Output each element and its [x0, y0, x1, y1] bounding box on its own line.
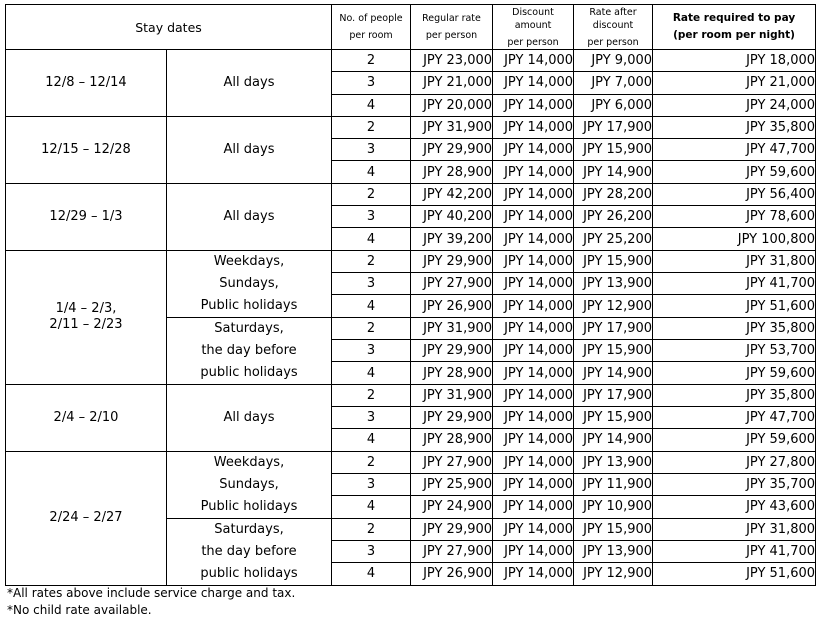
people-count-cell: 2: [332, 384, 411, 406]
footnote-child: *No child rate available.: [7, 603, 152, 617]
rate-after-discount-cell: JPY 13,900: [574, 451, 653, 473]
day-type-line: Public holidays: [200, 498, 298, 514]
regular-rate-cell: JPY 27,900: [411, 451, 493, 473]
regular-rate-cell: JPY 27,900: [411, 540, 493, 562]
day-type-line: public holidays: [200, 565, 298, 581]
day-type: [167, 50, 332, 117]
people-count-cell: 2: [332, 183, 411, 205]
header-rate-required: [653, 5, 816, 50]
rate-required-cell: JPY 35,800: [653, 116, 816, 138]
rate-after-discount-cell: JPY 12,900: [574, 563, 653, 585]
regular-rate-cell: JPY 29,900: [411, 340, 493, 362]
stay-date-line: 12/8 – 12/14: [45, 74, 127, 90]
rate-required-cell: JPY 47,700: [653, 406, 816, 428]
rate-after-discount-cell: JPY 14,900: [574, 429, 653, 451]
table-row: [6, 183, 816, 205]
rate-required-cell: JPY 35,800: [653, 384, 816, 406]
discount-amount-cell: JPY 14,000: [493, 518, 574, 540]
people-count-cell: 4: [332, 161, 411, 183]
rate-after-discount-cell: JPY 26,200: [574, 206, 653, 228]
people-count-cell: 2: [332, 116, 411, 138]
stay-date-range: [6, 183, 167, 250]
header-regular-rate: [411, 5, 493, 50]
table-row: [6, 451, 816, 473]
rate-required-cell: JPY 43,600: [653, 496, 816, 518]
stay-date-line: 12/29 – 1/3: [49, 208, 123, 224]
people-count-cell: 2: [332, 518, 411, 540]
people-count-cell: 4: [332, 496, 411, 518]
regular-rate-cell: JPY 28,900: [411, 362, 493, 384]
day-type-line: All days: [223, 142, 275, 158]
discount-amount-cell: JPY 14,000: [493, 362, 574, 384]
people-count-cell: 3: [332, 72, 411, 94]
rate-after-discount-cell: JPY 13,900: [574, 273, 653, 295]
people-count-cell: 3: [332, 473, 411, 495]
day-type: [167, 250, 332, 317]
rate-after-discount-cell: JPY 14,900: [574, 161, 653, 183]
stay-date-range: [6, 451, 167, 585]
header-required-line1: Rate required to pay: [672, 12, 796, 24]
people-count-cell: 3: [332, 340, 411, 362]
rate-after-discount-cell: JPY 15,900: [574, 406, 653, 428]
rate-after-discount-cell: JPY 15,900: [574, 139, 653, 161]
stay-date-line: 1/4 – 2/3,: [55, 301, 117, 317]
regular-rate-cell: JPY 39,200: [411, 228, 493, 250]
regular-rate-cell: JPY 31,900: [411, 116, 493, 138]
stay-date-range: [6, 50, 167, 117]
discount-amount-cell: JPY 14,000: [493, 183, 574, 205]
rate-required-cell: JPY 21,000: [653, 72, 816, 94]
header-people-line2: per room: [349, 30, 393, 41]
rate-after-discount-cell: JPY 10,900: [574, 496, 653, 518]
rate-required-cell: JPY 35,800: [653, 317, 816, 339]
header-discount: [493, 5, 574, 50]
regular-rate-cell: JPY 27,900: [411, 273, 493, 295]
people-count-cell: 4: [332, 362, 411, 384]
day-type: [167, 317, 332, 384]
rate-required-cell: JPY 47,700: [653, 139, 816, 161]
discount-amount-cell: JPY 14,000: [493, 206, 574, 228]
day-type-line: Sundays,: [219, 476, 279, 492]
day-type-line: All days: [223, 209, 275, 225]
regular-rate-cell: JPY 23,000: [411, 50, 493, 72]
rate-after-discount-cell: JPY 9,000: [574, 50, 653, 72]
people-count-cell: 3: [332, 406, 411, 428]
rate-after-discount-cell: JPY 15,900: [574, 250, 653, 272]
day-type-line: Saturdays,: [214, 521, 284, 537]
header-row: [6, 5, 816, 50]
footnotes: [7, 585, 295, 619]
discount-amount-cell: JPY 14,000: [493, 540, 574, 562]
day-type-line: Sundays,: [219, 275, 279, 291]
discount-amount-cell: JPY 14,000: [493, 406, 574, 428]
day-type-line: All days: [223, 410, 275, 426]
stay-date-line: 2/11 – 2/23: [49, 317, 123, 333]
discount-amount-cell: JPY 14,000: [493, 451, 574, 473]
rate-after-discount-cell: JPY 14,900: [574, 362, 653, 384]
day-type: [167, 384, 332, 451]
day-type-line: Weekdays,: [213, 253, 285, 269]
stay-date-line: 2/4 – 2/10: [53, 409, 119, 425]
rate-required-cell: JPY 41,700: [653, 540, 816, 562]
rate-required-cell: JPY 51,600: [653, 295, 816, 317]
regular-rate-cell: JPY 29,900: [411, 518, 493, 540]
stay-date-line: 2/24 – 2/27: [49, 510, 123, 526]
stay-date-line: 12/15 – 12/28: [41, 141, 131, 157]
people-count-cell: 4: [332, 295, 411, 317]
people-count-cell: 4: [332, 563, 411, 585]
header-after-line1: Rate after discount: [589, 6, 637, 31]
people-count-cell: 2: [332, 451, 411, 473]
regular-rate-cell: JPY 25,900: [411, 473, 493, 495]
rate-after-discount-cell: JPY 17,900: [574, 116, 653, 138]
stay-date-range: [6, 384, 167, 451]
regular-rate-cell: JPY 21,000: [411, 72, 493, 94]
people-count-cell: 3: [332, 139, 411, 161]
header-regular-line1: Regular rate: [422, 13, 481, 24]
rate-after-discount-cell: JPY 28,200: [574, 183, 653, 205]
header-discount-line1: Discount amount: [512, 6, 554, 31]
rate-after-discount-cell: JPY 15,900: [574, 340, 653, 362]
discount-amount-cell: JPY 14,000: [493, 429, 574, 451]
day-type: [167, 518, 332, 585]
day-type-line: public holidays: [200, 364, 298, 380]
regular-rate-cell: JPY 26,900: [411, 563, 493, 585]
rate-after-discount-cell: JPY 6,000: [574, 94, 653, 116]
people-count-cell: 4: [332, 228, 411, 250]
rate-required-cell: JPY 59,600: [653, 429, 816, 451]
rate-required-cell: JPY 18,000: [653, 50, 816, 72]
rate-after-discount-cell: JPY 17,900: [574, 384, 653, 406]
day-type: [167, 183, 332, 250]
header-discount-line2: per person: [507, 36, 559, 48]
regular-rate-cell: JPY 28,900: [411, 161, 493, 183]
rate-after-discount-cell: JPY 25,200: [574, 228, 653, 250]
rate-required-cell: JPY 35,700: [653, 473, 816, 495]
rate-required-cell: JPY 31,800: [653, 250, 816, 272]
discount-amount-cell: JPY 14,000: [493, 496, 574, 518]
table-row: [6, 50, 816, 72]
header-after-line2: per person: [587, 36, 639, 48]
header-people: [332, 5, 411, 50]
discount-amount-cell: JPY 14,000: [493, 384, 574, 406]
stay-date-range: [6, 250, 167, 384]
day-type-line: All days: [223, 75, 275, 91]
people-count-cell: 2: [332, 50, 411, 72]
discount-amount-cell: JPY 14,000: [493, 250, 574, 272]
regular-rate-cell: JPY 29,900: [411, 406, 493, 428]
regular-rate-cell: JPY 40,200: [411, 206, 493, 228]
header-people-line1: No. of people: [339, 13, 403, 24]
regular-rate-cell: JPY 42,200: [411, 183, 493, 205]
rate-after-discount-cell: JPY 15,900: [574, 518, 653, 540]
rate-after-discount-cell: JPY 12,900: [574, 295, 653, 317]
regular-rate-cell: JPY 26,900: [411, 295, 493, 317]
rate-required-cell: JPY 31,800: [653, 518, 816, 540]
people-count-cell: 2: [332, 317, 411, 339]
day-type-line: Weekdays,: [213, 454, 285, 470]
day-type-line: the day before: [201, 543, 297, 559]
rate-required-cell: JPY 51,600: [653, 563, 816, 585]
header-required-line2: (per room per night): [673, 29, 795, 41]
table-row: [6, 250, 816, 272]
header-stay-dates: Stay dates: [6, 5, 332, 50]
discount-amount-cell: JPY 14,000: [493, 161, 574, 183]
day-type: [167, 116, 332, 183]
people-count-cell: 3: [332, 540, 411, 562]
header-rate-after: [574, 5, 653, 50]
discount-amount-cell: JPY 14,000: [493, 340, 574, 362]
rate-required-cell: JPY 41,700: [653, 273, 816, 295]
regular-rate-cell: JPY 24,900: [411, 496, 493, 518]
discount-amount-cell: JPY 14,000: [493, 563, 574, 585]
discount-amount-cell: JPY 14,000: [493, 473, 574, 495]
discount-amount-cell: JPY 14,000: [493, 228, 574, 250]
people-count-cell: 4: [332, 429, 411, 451]
discount-amount-cell: JPY 14,000: [493, 50, 574, 72]
rate-required-cell: JPY 27,800: [653, 451, 816, 473]
rate-table-body: [6, 50, 816, 586]
discount-amount-cell: JPY 14,000: [493, 116, 574, 138]
regular-rate-cell: JPY 20,000: [411, 94, 493, 116]
rate-after-discount-cell: JPY 13,900: [574, 540, 653, 562]
rate-required-cell: JPY 59,600: [653, 161, 816, 183]
rate-required-cell: JPY 24,000: [653, 94, 816, 116]
discount-amount-cell: JPY 14,000: [493, 94, 574, 116]
regular-rate-cell: JPY 31,900: [411, 384, 493, 406]
day-type-line: the day before: [201, 342, 297, 358]
rate-required-cell: JPY 78,600: [653, 206, 816, 228]
discount-amount-cell: JPY 14,000: [493, 273, 574, 295]
rate-after-discount-cell: JPY 11,900: [574, 473, 653, 495]
people-count-cell: 4: [332, 94, 411, 116]
stay-date-range: [6, 116, 167, 183]
discount-amount-cell: JPY 14,000: [493, 317, 574, 339]
discount-amount-cell: JPY 14,000: [493, 295, 574, 317]
regular-rate-cell: JPY 29,900: [411, 250, 493, 272]
rate-required-cell: JPY 53,700: [653, 340, 816, 362]
rate-table: [5, 4, 816, 586]
regular-rate-cell: JPY 31,900: [411, 317, 493, 339]
people-count-cell: 3: [332, 206, 411, 228]
day-type-line: Saturdays,: [214, 320, 284, 336]
table-row: [6, 116, 816, 138]
footnote-tax: *All rates above include service charge and tax.: [7, 586, 296, 600]
rate-required-cell: JPY 100,800: [653, 228, 816, 250]
people-count-cell: 3: [332, 273, 411, 295]
regular-rate-cell: JPY 29,900: [411, 139, 493, 161]
rate-after-discount-cell: JPY 17,900: [574, 317, 653, 339]
rate-required-cell: JPY 59,600: [653, 362, 816, 384]
people-count-cell: 2: [332, 250, 411, 272]
table-row: [6, 384, 816, 406]
discount-amount-cell: JPY 14,000: [493, 139, 574, 161]
header-regular-line2: per person: [425, 30, 478, 41]
rate-required-cell: JPY 56,400: [653, 183, 816, 205]
rate-after-discount-cell: JPY 7,000: [574, 72, 653, 94]
regular-rate-cell: JPY 28,900: [411, 429, 493, 451]
discount-amount-cell: JPY 14,000: [493, 72, 574, 94]
day-type-line: Public holidays: [200, 297, 298, 313]
day-type: [167, 451, 332, 518]
